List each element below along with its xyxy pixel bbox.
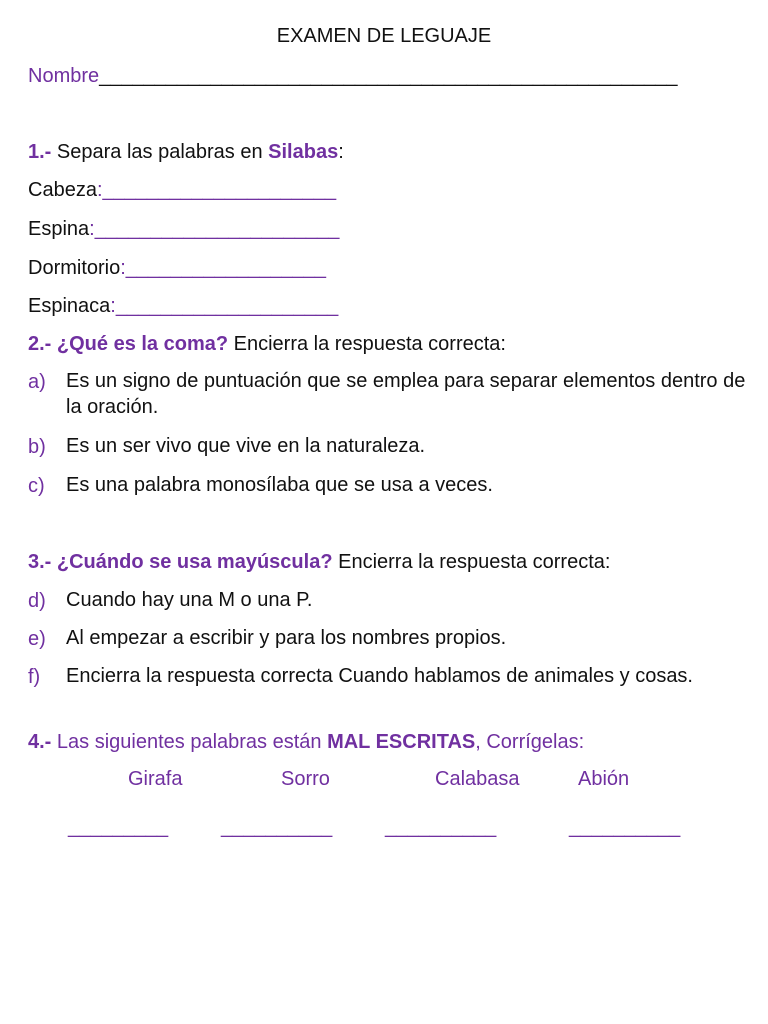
exam-title: EXAMEN DE LEGUAJE xyxy=(276,25,492,47)
option-text: Es una palabra monosílaba que se usa a veces. xyxy=(66,474,493,496)
q4-word-calabasa: Calabasa xyxy=(435,768,520,790)
option-marker: b) xyxy=(28,436,46,458)
q1-item-line: :_____________________ xyxy=(96,179,337,201)
name-label: Nombre xyxy=(28,65,100,87)
q4-word-girafa: Girafa xyxy=(128,768,183,790)
q4-heading xyxy=(28,730,584,754)
q1-keyword: Silabas xyxy=(268,141,339,163)
q2-instruction: Encierra la respuesta correcta: xyxy=(228,333,506,355)
name-line: ____________________________________________________ xyxy=(99,65,678,87)
q4-word-abion: Abión xyxy=(578,768,630,790)
q4-number: 4.- xyxy=(28,731,52,753)
q3-heading xyxy=(28,550,610,574)
q3-instruction: Encierra la respuesta correcta: xyxy=(332,551,611,573)
q2-question: ¿Qué es la coma? xyxy=(51,333,229,355)
option-text: Encierra la respuesta correcta Cuando hablamos de animales y cosas. xyxy=(66,665,693,687)
q4-answer-line: __________ xyxy=(385,816,497,838)
option-text: Cuando hay una M o una P. xyxy=(66,589,313,611)
q1-item-line: :____________________ xyxy=(110,295,339,317)
q3-number: 3.- xyxy=(28,551,52,573)
q2-heading xyxy=(28,332,506,356)
q4-keyword: MAL ESCRITAS xyxy=(327,731,476,753)
q1-text-after: : xyxy=(338,141,344,163)
q1-item-word: Espinaca xyxy=(28,295,111,317)
q1-item-espina xyxy=(28,217,339,241)
q1-item-dormitorio xyxy=(28,256,326,280)
q4-word-sorro: Sorro xyxy=(281,768,330,790)
q1-item-line: :__________________ xyxy=(120,257,327,279)
q1-item-espinaca xyxy=(28,294,338,318)
q3-question: ¿Cuándo se usa mayúscula? xyxy=(51,551,333,573)
q1-number: 1.- xyxy=(28,141,52,163)
q1-item-word: Dormitorio xyxy=(28,257,121,279)
option-text: Es un ser vivo que vive en la naturaleza. xyxy=(66,435,426,457)
q4-answer-line: __________ xyxy=(569,816,681,838)
name-row xyxy=(28,64,678,88)
option-marker: f) xyxy=(28,666,41,688)
q4-answer-line: __________ xyxy=(221,816,333,838)
option-text: Es un signo de puntuación que se emplea para separar elementos dentro de la oración. xyxy=(66,370,746,418)
option-marker: e) xyxy=(28,628,46,650)
q4-text-before: Las siguientes palabras están xyxy=(51,731,328,753)
q1-heading xyxy=(28,140,344,164)
option-marker: d) xyxy=(28,590,46,612)
q1-item-word: Espina xyxy=(28,218,90,240)
q1-item-cabeza xyxy=(28,178,336,202)
q2-number: 2.- xyxy=(28,333,52,355)
option-marker: a) xyxy=(28,371,46,393)
option-marker: c) xyxy=(28,475,45,497)
q4-answer-line: _________ xyxy=(68,816,169,838)
q1-item-line: :______________________ xyxy=(89,218,340,240)
q4-text-after: , Corrígelas: xyxy=(475,731,585,753)
option-text: Al empezar a escribir y para los nombres propios. xyxy=(66,627,507,649)
q1-item-word: Cabeza xyxy=(28,179,97,201)
q1-text-before: Separa las palabras en xyxy=(51,141,269,163)
